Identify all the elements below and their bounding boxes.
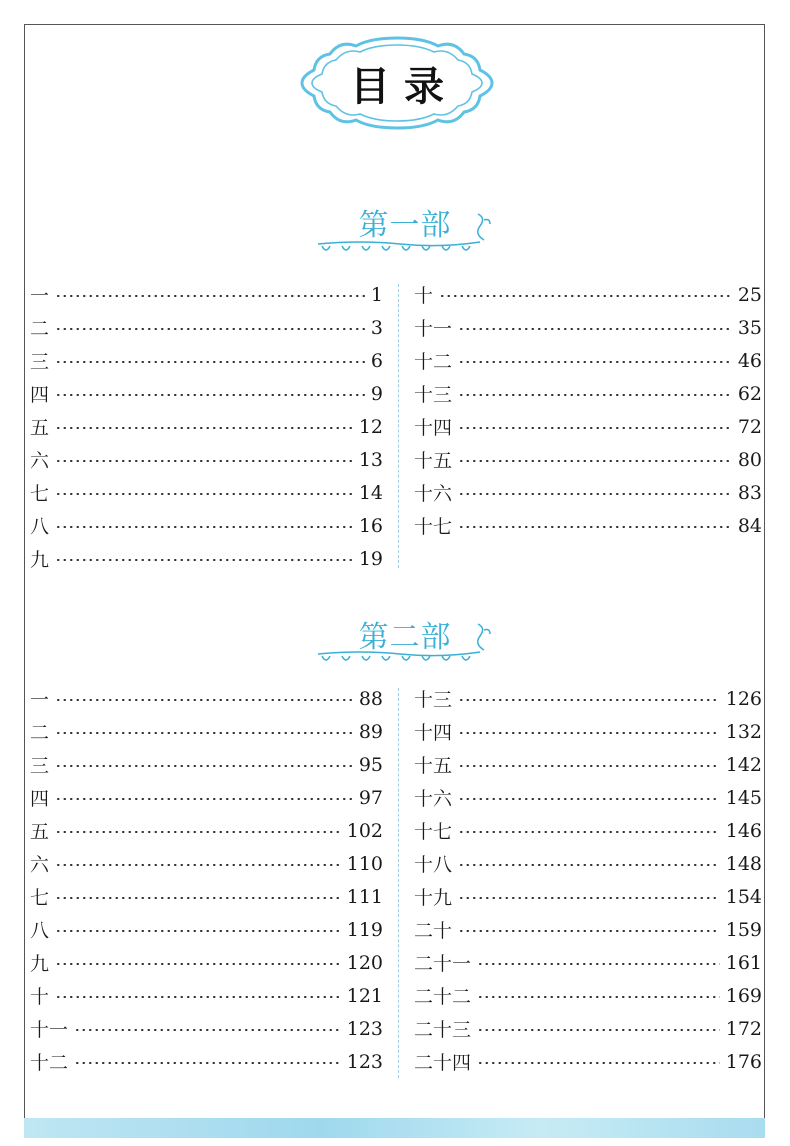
toc-entry-label: 五: [30, 821, 50, 843]
toc-entry-label: 二十二: [414, 986, 472, 1008]
toc-entry-page: 12: [358, 415, 383, 438]
dot-leader: [458, 699, 720, 701]
toc-entry-label: 十二: [30, 1052, 69, 1074]
toc-entry-page: 148: [725, 852, 762, 875]
dot-leader: [55, 864, 341, 866]
part-2-heading: [300, 612, 500, 672]
toc-entry[interactable]: [30, 443, 383, 476]
toc-entry-page: 97: [358, 786, 383, 809]
toc-entry-label: 十六: [414, 483, 453, 505]
dot-leader: [458, 460, 732, 462]
toc-entry-label: 十四: [414, 722, 453, 744]
toc-entry[interactable]: [414, 377, 762, 410]
dot-leader: [55, 930, 341, 932]
toc-entry-label: 八: [30, 516, 50, 538]
toc-entry-label: 十五: [414, 450, 453, 472]
toc-entry[interactable]: [414, 509, 762, 542]
toc-entry-page: 3: [370, 316, 383, 339]
toc-entry-page: 159: [725, 918, 762, 941]
toc-entry-page: 142: [725, 753, 762, 776]
toc-entry[interactable]: [30, 1012, 383, 1045]
toc-entry-page: 62: [737, 382, 762, 405]
toc-entry-page: 111: [346, 885, 383, 908]
dot-leader: [55, 765, 353, 767]
dot-leader: [458, 930, 720, 932]
toc-entry[interactable]: [414, 682, 762, 715]
toc-entry-page: 161: [725, 951, 762, 974]
dot-leader: [55, 526, 353, 528]
toc-entry-page: 72: [737, 415, 762, 438]
dot-leader: [55, 295, 365, 297]
dot-leader: [477, 963, 720, 965]
toc-entry-label: 三: [30, 755, 50, 777]
toc-entry-label: 七: [30, 887, 50, 909]
dot-leader: [55, 897, 341, 899]
part-1-title: 第一部: [358, 208, 452, 243]
part-2-right-column: [414, 682, 762, 1078]
toc-entry[interactable]: [30, 715, 383, 748]
dot-leader: [55, 699, 353, 701]
toc-entry-page: 132: [725, 720, 762, 743]
toc-entry[interactable]: [414, 410, 762, 443]
dot-leader: [55, 460, 353, 462]
toc-entry-label: 十五: [414, 755, 453, 777]
toc-title-cartouche: [300, 36, 494, 130]
dot-leader: [55, 427, 353, 429]
toc-entry-label: 十: [414, 285, 434, 307]
toc-entry-label: 十四: [414, 417, 453, 439]
toc-entry[interactable]: [30, 311, 383, 344]
toc-entry-label: 十八: [414, 854, 453, 876]
toc-entry[interactable]: [30, 814, 383, 847]
toc-entry[interactable]: [414, 443, 762, 476]
toc-entry[interactable]: [30, 946, 383, 979]
toc-entry-label: 一: [30, 689, 50, 711]
toc-entry[interactable]: [30, 377, 383, 410]
toc-entry-page: 110: [346, 852, 383, 875]
toc-entry-label: 八: [30, 920, 50, 942]
toc-entry-page: 123: [346, 1050, 383, 1073]
toc-entry-page: 121: [346, 984, 383, 1007]
dot-leader: [55, 328, 365, 330]
toc-entry-page: 80: [737, 448, 762, 471]
toc-entry-label: 六: [30, 450, 50, 472]
toc-entry-label: 七: [30, 483, 50, 505]
part-1-heading: [300, 200, 500, 260]
column-divider: [398, 284, 399, 568]
toc-entry[interactable]: [30, 344, 383, 377]
toc-entry-page: 95: [358, 753, 383, 776]
toc-entry[interactable]: [414, 1045, 762, 1078]
dot-leader: [55, 996, 341, 998]
toc-entry-label: 三: [30, 351, 50, 373]
toc-entry[interactable]: [414, 814, 762, 847]
toc-entry-label: 一: [30, 285, 50, 307]
toc-entry-page: 35: [737, 316, 762, 339]
toc-entry-label: 十一: [414, 318, 453, 340]
dot-leader: [55, 963, 341, 965]
toc-entry-label: 二十: [414, 920, 453, 942]
toc-entry[interactable]: [30, 781, 383, 814]
toc-entry[interactable]: [414, 781, 762, 814]
toc-entry-page: 9: [370, 382, 383, 405]
toc-entry[interactable]: [30, 542, 383, 575]
dot-leader: [458, 427, 732, 429]
toc-entry-label: 二: [30, 318, 50, 340]
toc-entry[interactable]: [30, 1045, 383, 1078]
toc-entry-page: 14: [358, 481, 383, 504]
dot-leader: [55, 559, 353, 561]
toc-entry-page: 172: [725, 1017, 762, 1040]
toc-entry[interactable]: [414, 847, 762, 880]
toc-entry[interactable]: [414, 880, 762, 913]
toc-entry-page: 13: [358, 448, 383, 471]
toc-entry[interactable]: [414, 748, 762, 781]
toc-entry[interactable]: [30, 913, 383, 946]
toc-entry[interactable]: [414, 278, 762, 311]
dot-leader: [458, 897, 720, 899]
toc-entry[interactable]: [30, 748, 383, 781]
dot-leader: [55, 798, 353, 800]
toc-entry-page: 169: [725, 984, 762, 1007]
part-1-left-column: [30, 278, 383, 575]
toc-entry-label: 十九: [414, 887, 453, 909]
dot-leader: [439, 295, 732, 297]
toc-entry-page: 120: [346, 951, 383, 974]
toc-entry-page: 102: [346, 819, 383, 842]
toc-entry-page: 83: [737, 481, 762, 504]
toc-entry-label: 五: [30, 417, 50, 439]
toc-entry-label: 二: [30, 722, 50, 744]
toc-entry[interactable]: [30, 979, 383, 1012]
toc-entry[interactable]: [30, 476, 383, 509]
toc-entry-page: 123: [346, 1017, 383, 1040]
toc-entry-page: 154: [725, 885, 762, 908]
toc-entry[interactable]: [414, 913, 762, 946]
dot-leader: [458, 732, 720, 734]
toc-entry-label: 十一: [30, 1019, 69, 1041]
toc-entry-page: 126: [725, 687, 762, 710]
toc-entry[interactable]: [30, 278, 383, 311]
dot-leader: [458, 394, 732, 396]
toc-entry-page: 146: [725, 819, 762, 842]
toc-entry-label: 十六: [414, 788, 453, 810]
toc-entry-label: 四: [30, 788, 50, 810]
toc-entry-label: 九: [30, 549, 50, 571]
toc-entry-page: 1: [370, 283, 383, 306]
dot-leader: [458, 526, 732, 528]
toc-entry[interactable]: [414, 715, 762, 748]
part-2-title: 第二部: [358, 620, 452, 655]
toc-entry-label: 十七: [414, 821, 453, 843]
toc-entry[interactable]: [414, 311, 762, 344]
toc-entry[interactable]: [30, 880, 383, 913]
dot-leader: [477, 1029, 720, 1031]
toc-entry-label: 十: [30, 986, 50, 1008]
dot-leader: [458, 798, 720, 800]
toc-entry-label: 九: [30, 953, 50, 975]
dot-leader: [477, 996, 720, 998]
toc-entry[interactable]: [30, 509, 383, 542]
toc-entry-page: 89: [358, 720, 383, 743]
toc-entry-page: 6: [370, 349, 383, 372]
dot-leader: [74, 1029, 341, 1031]
toc-entry-label: 十三: [414, 384, 453, 406]
toc-entry-label: 十七: [414, 516, 453, 538]
toc-entry-page: 176: [725, 1050, 762, 1073]
toc-entry-label: 四: [30, 384, 50, 406]
dot-leader: [74, 1062, 341, 1064]
dot-leader: [55, 732, 353, 734]
toc-entry-label: 二十三: [414, 1019, 472, 1041]
toc-entry-page: 84: [737, 514, 762, 537]
toc-entry-label: 二十一: [414, 953, 472, 975]
toc-entry-page: 19: [358, 547, 383, 570]
column-divider: [398, 688, 399, 1078]
toc-entry-page: 119: [346, 918, 383, 941]
part-1-right-column: [414, 278, 762, 542]
toc-entry-page: 145: [725, 786, 762, 809]
dot-leader: [458, 328, 732, 330]
toc-entry[interactable]: [414, 344, 762, 377]
bottom-decorative-band: [24, 1118, 765, 1138]
toc-entry[interactable]: [414, 946, 762, 979]
dot-leader: [458, 361, 732, 363]
part-2-left-column: [30, 682, 383, 1078]
toc-entry-label: 二十四: [414, 1052, 472, 1074]
toc-entry-page: 16: [358, 514, 383, 537]
toc-entry-label: 六: [30, 854, 50, 876]
toc-entry[interactable]: [30, 682, 383, 715]
dot-leader: [55, 394, 365, 396]
dot-leader: [458, 831, 720, 833]
dot-leader: [458, 864, 720, 866]
dot-leader: [55, 831, 341, 833]
toc-entry-label: 十二: [414, 351, 453, 373]
toc-entry-label: 十三: [414, 689, 453, 711]
dot-leader: [55, 361, 365, 363]
dot-leader: [477, 1062, 720, 1064]
toc-entry[interactable]: [414, 979, 762, 1012]
toc-entry[interactable]: [30, 847, 383, 880]
dot-leader: [458, 493, 732, 495]
dot-leader: [458, 765, 720, 767]
toc-entry[interactable]: [30, 410, 383, 443]
page-title: 目录: [350, 63, 458, 110]
toc-entry-page: 88: [358, 687, 383, 710]
toc-entry-page: 25: [737, 283, 762, 306]
toc-entry-page: 46: [737, 349, 762, 372]
toc-entry[interactable]: [414, 1012, 762, 1045]
dot-leader: [55, 493, 353, 495]
toc-entry[interactable]: [414, 476, 762, 509]
